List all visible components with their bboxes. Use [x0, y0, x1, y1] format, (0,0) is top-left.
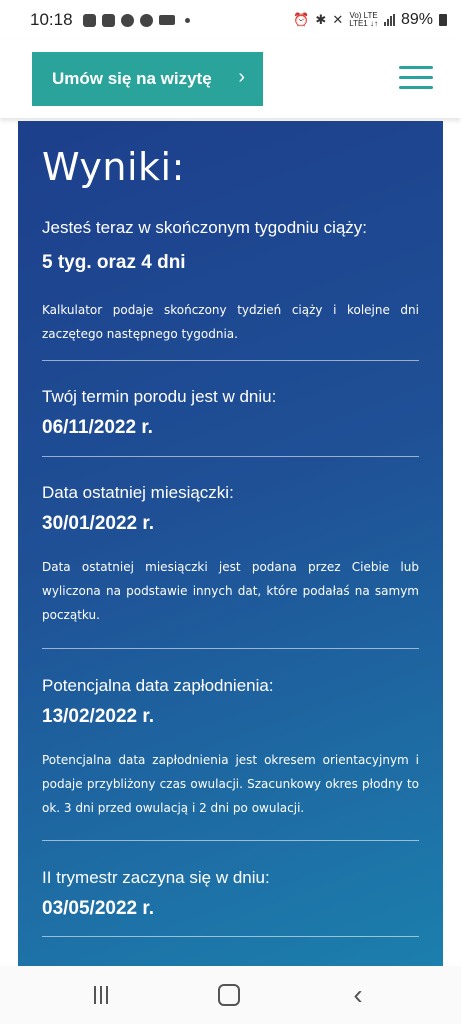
divider [42, 936, 419, 937]
due-date-section [42, 386, 419, 441]
last-period-value: 30/01/2022 r. [42, 513, 154, 534]
status-left [30, 10, 190, 30]
conception-note: Potencjalna data zapłodnienia jest okresem orientacyjnym i podaje przybliżony czas owulacji. Szacunkowy okres płodny to ok. 3 dni przed owulacją i 2 dni po owulacji. [42, 753, 419, 815]
current-week-label: Jesteś teraz w skończonym tygodniu ciąży: [42, 218, 368, 237]
shopping-bag-icon-2 [102, 14, 115, 27]
lte-top: Vo) LTE [349, 11, 378, 20]
book-visit-button[interactable] [32, 52, 263, 106]
status-right [293, 11, 447, 29]
battery-percent: 89% [400, 11, 433, 28]
shopping-bag-icon [83, 14, 96, 27]
book-visit-label: Umów się na wizytę [52, 69, 212, 88]
lte-bottom: LTE1 ↓↑ [349, 19, 378, 28]
second-trimester-section [42, 867, 419, 922]
divider [42, 360, 419, 361]
lte-indicator [349, 12, 378, 28]
home-icon[interactable] [217, 982, 241, 1008]
conception-label: Potencjalna data zapłodnienia: [42, 676, 274, 695]
back-icon[interactable]: ‹ [353, 979, 363, 1010]
current-week-section [42, 217, 419, 346]
signal-icon [384, 14, 395, 26]
more-notifications-icon [185, 18, 190, 23]
chevron-right-icon: › [238, 66, 245, 88]
status-bar [0, 0, 461, 40]
due-date-label: Twój termin porodu jest w dniu: [42, 387, 277, 406]
hamburger-icon[interactable] [399, 66, 435, 92]
results-card [18, 121, 443, 966]
results-title: Wyniki: [42, 145, 185, 189]
divider [42, 648, 419, 649]
due-date-value: 06/11/2022 r. [42, 417, 153, 438]
recents-icon[interactable] [88, 982, 114, 1008]
system-nav-bar [0, 966, 461, 1024]
app-badge-icon [159, 15, 175, 25]
site-header [0, 40, 461, 118]
conception-section [42, 675, 419, 820]
divider [42, 840, 419, 841]
conception-value: 13/02/2022 r. [42, 706, 154, 727]
status-time: 10:18 [30, 10, 73, 29]
divider [42, 456, 419, 457]
mute-icon: ✕ [332, 12, 344, 27]
last-period-section [42, 482, 419, 627]
current-week-value: 5 tyg. oraz 4 dni [42, 252, 186, 273]
app-circle-icon [121, 14, 134, 27]
current-week-note: Kalkulator podaje skończony tydzień ciąży i kolejne dni zaczętego następnego tygodnia. [42, 303, 419, 341]
battery-icon [439, 14, 447, 26]
last-period-note: Data ostatniej miesiączki jest podana przez Ciebie lub wyliczona na podstawie innych dat, które podałaś na samym początku. [42, 560, 419, 622]
bluetooth-icon: ✱ [315, 12, 327, 27]
alarm-icon: ⏰ [293, 12, 310, 27]
second-trimester-label: II trymestr zaczyna się w dniu: [42, 868, 270, 887]
at-sign-icon [140, 14, 153, 27]
second-trimester-value: 03/05/2022 r. [42, 898, 154, 919]
last-period-label: Data ostatniej miesiączki: [42, 483, 234, 502]
